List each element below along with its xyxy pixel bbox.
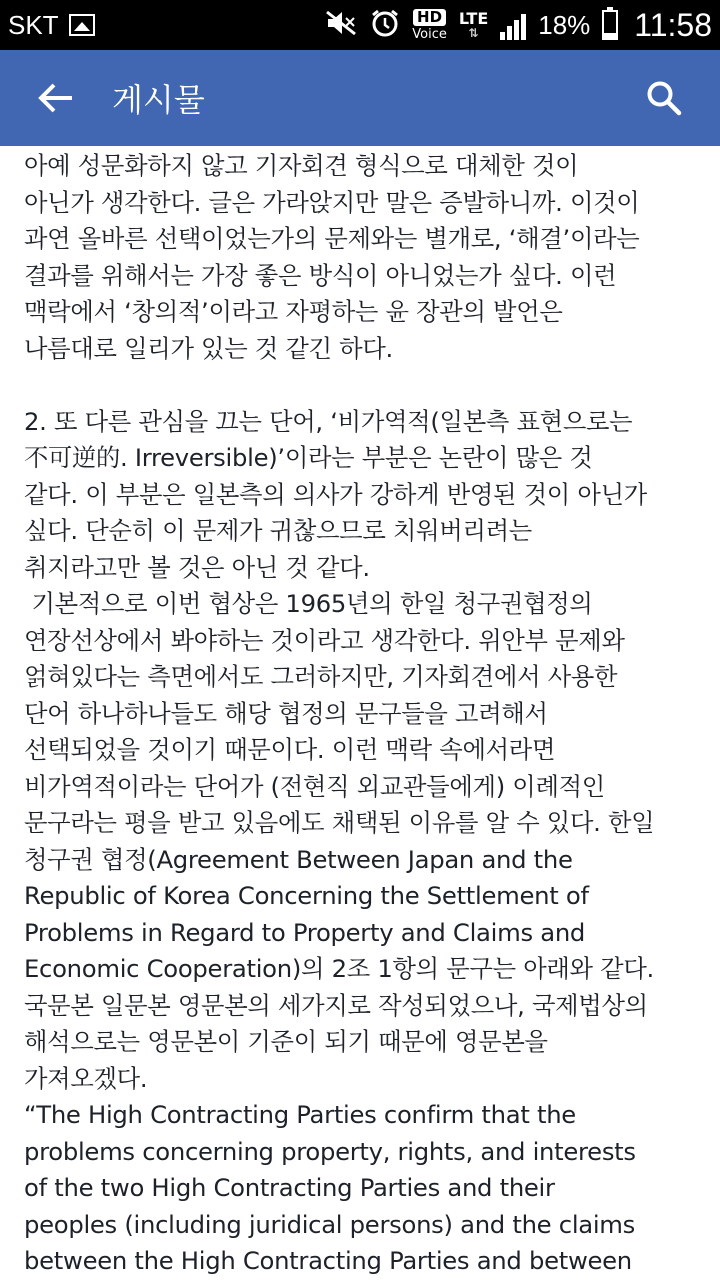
post-text-line: “The High Contracting Parties confirm that the [24, 1100, 576, 1129]
post-text-line: 취지라고만 볼 것은 아닌 것 같다. [24, 552, 370, 582]
post-text-line: 청구권 협정(Agreement Between Japan and the [24, 844, 573, 874]
post-text-line: 국문본 일문본 영문본의 세가지로 작성되었으나, 국제법상의 [24, 990, 648, 1020]
post-text-line: 해석으로는 영문본이 기준이 되기 때문에 영문본을 [24, 1027, 548, 1056]
post-text-line: 선택되었을 것이기 때문이다. 이런 맥락 속에서라면 [24, 735, 556, 764]
post-text-line: 아닌가 생각한다. 글은 가라앉지만 말은 증발하니까. 이것이 [24, 187, 640, 217]
post-text-line: 不可逆的. Irreversible)’이라는 부분은 논란이 많은 것 [24, 443, 593, 472]
post-text-line: 가져오겠다. [24, 1063, 148, 1093]
status-bar [0, 0, 720, 50]
battery-percent: 18% [538, 9, 591, 40]
post-text-line: 같다. 이 부분은 일본측의 의사가 강하게 반영된 것이 아닌가 [24, 479, 647, 509]
network-label: LTE [458, 9, 489, 28]
voice-label: Voice [412, 27, 447, 42]
post-text-line: Problems in Regard to Property and Claims and [24, 917, 586, 947]
back-arrow-icon [38, 82, 74, 114]
alarm-icon [370, 8, 400, 42]
post-text-line: 얽혀있다는 측면에서도 그러하지만, 기자회견에서 사용한 [24, 662, 618, 691]
post-text-line: 문구라는 평을 받고 있음에도 채택된 이유를 알 수 있다. 한일 [24, 808, 655, 837]
post-text-line: between the High Contracting Parties and between [24, 1246, 632, 1275]
post-text-line: 단어 하나하나들도 해당 협정의 문구들을 고려해서 [24, 698, 548, 728]
page-title: 게시물 [112, 81, 205, 119]
post-text-line: 아예 성문화하지 않고 기자회견 형식으로 대체한 것이 [24, 151, 579, 180]
post-text-line: 비가역적이라는 단어가 (전현직 외교관들에게) 이례적인 [24, 771, 605, 801]
post-text-line: problems concerning property, rights, and interests [24, 1136, 636, 1166]
back-button[interactable] [28, 70, 84, 126]
post-text-line: Republic of Korea Concerning the Settlement of [24, 881, 589, 910]
post-text-line: 과연 올바른 선택이었는가의 문제와는 별개로, ‘해결’이라는 [24, 224, 640, 253]
post-text-line: peoples (including juridical persons) and the claims [24, 1209, 636, 1239]
app-bar [0, 50, 720, 146]
post-text-line: Economic Cooperation)의 2조 1항의 문구는 아래와 같다. [24, 954, 654, 983]
data-arrows-icon: ⇅ [468, 26, 479, 40]
lte-icon [459, 11, 488, 39]
post-body [24, 148, 700, 1280]
carrier-label: SKT [8, 9, 59, 40]
hd-label: HD [413, 9, 446, 26]
image-notification-icon [69, 14, 95, 36]
post-text-line: 연장선상에서 봐야하는 것이라고 생각한다. 위안부 문제와 [24, 625, 625, 655]
blank-line [24, 367, 700, 404]
search-button[interactable] [636, 70, 692, 126]
post-text-line: 맥락에서 ‘창의적’이라고 자평하는 윤 장관의 발언은 [24, 297, 563, 326]
post-text-line: 싶다. 단순히 이 문제가 귀찮으므로 치워버리려는 [24, 516, 532, 545]
search-icon [646, 80, 682, 116]
battery-icon [602, 10, 618, 40]
hd-voice-icon [412, 9, 447, 41]
post-text-line: 나름대로 일리가 있는 것 같긴 하다. [24, 333, 393, 363]
signal-icon [500, 10, 526, 40]
clock: 11:58 [634, 6, 712, 43]
mute-icon [324, 9, 358, 41]
post-text-line: 2. 또 다른 관심을 끄는 단어, ‘비가역적(일본측 표현으로는 [24, 406, 633, 436]
post-text-line: 결과를 위해서는 가장 좋은 방식이 아니었는가 싶다. 이런 [24, 260, 617, 290]
post-text-line: 기본적으로 이번 협상은 1965년의 한일 청구권협정의 [24, 589, 593, 618]
post-text-line: of the two High Contracting Parties and their [24, 1173, 555, 1202]
